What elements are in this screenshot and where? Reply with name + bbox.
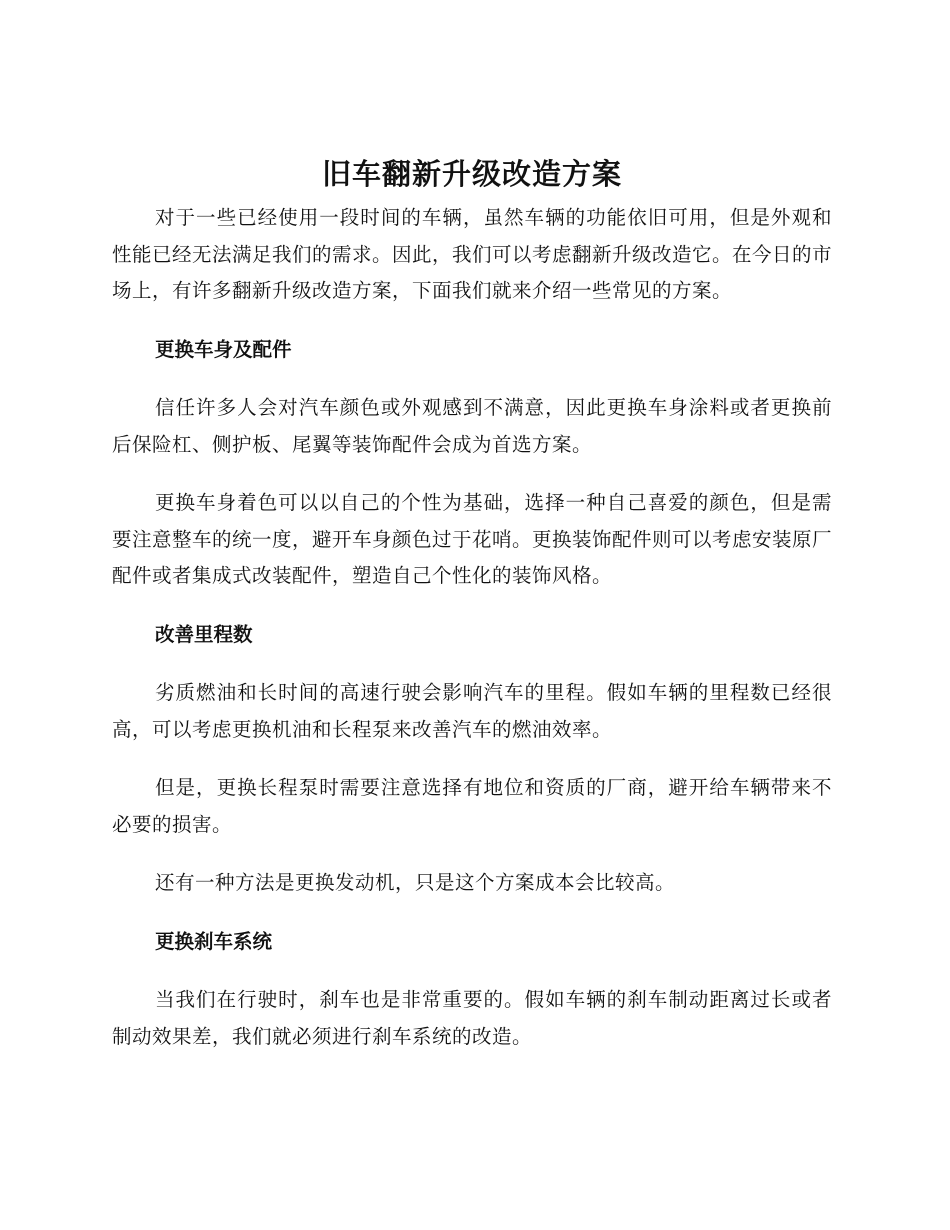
intro-paragraph: 对于一些已经使用一段时间的车辆，虽然车辆的功能依旧可用，但是外观和性能已经无法满足我们的需求。因此，我们可以考虑翻新升级改造它。在今日的市场上，有许多翻新升级改造方案，下面我们就来介绍一些常见的方案。: [112, 206, 833, 302]
body-paragraph: 还有一种方法是更换发动机，只是这个方案成本会比较高。: [155, 871, 676, 894]
spacer: [112, 653, 832, 675]
spacer: [112, 748, 832, 770]
body-paragraph: 但是，更换长程泵时需要注意选择有地位和资质的厂商，避开给车辆带来不必要的损害。: [112, 776, 832, 836]
spacer: [112, 902, 832, 924]
document-page: [112, 148, 832, 1055]
spacer: [112, 595, 832, 617]
document-title: 旧车翻新升级改造方案: [321, 157, 622, 191]
body-paragraph: 劣质燃油和长时间的高速行驶会影响汽车的里程。假如车辆的里程数已经很高，可以考虑更换机油和长程泵来改善汽车的燃油效率。: [112, 681, 832, 741]
spacer: [112, 463, 832, 485]
body-paragraph: 更换车身着色可以以自己的个性为基础，选择一种自己喜爱的颜色，但是需要注意整车的统一度，避开车身颜色过于花哨。更换装饰配件则可以考虑安装原厂配件或者集成式改装配件，塑造自己个性化的装饰风格。: [112, 491, 833, 587]
section-heading-brake-system: 更换刹车系统: [155, 929, 273, 953]
body-paragraph: 信任许多人会对汽车颜色或外观感到不满意，因此更换车身涂料或者更换前后保险杠、侧护板、尾翼等装饰配件会成为首选方案。: [112, 396, 832, 456]
spacer: [112, 310, 832, 332]
spacer: [112, 960, 832, 982]
spacer: [112, 843, 832, 865]
section-heading-body-parts: 更换车身及配件: [155, 337, 292, 361]
body-paragraph: 当我们在行驶时，刹车也是非常重要的。假如车辆的刹车制动距离过长或者制动效果差，我们就必须进行刹车系统的改造。: [112, 988, 832, 1048]
section-heading-mileage: 改善里程数: [155, 622, 253, 646]
spacer: [112, 368, 832, 390]
